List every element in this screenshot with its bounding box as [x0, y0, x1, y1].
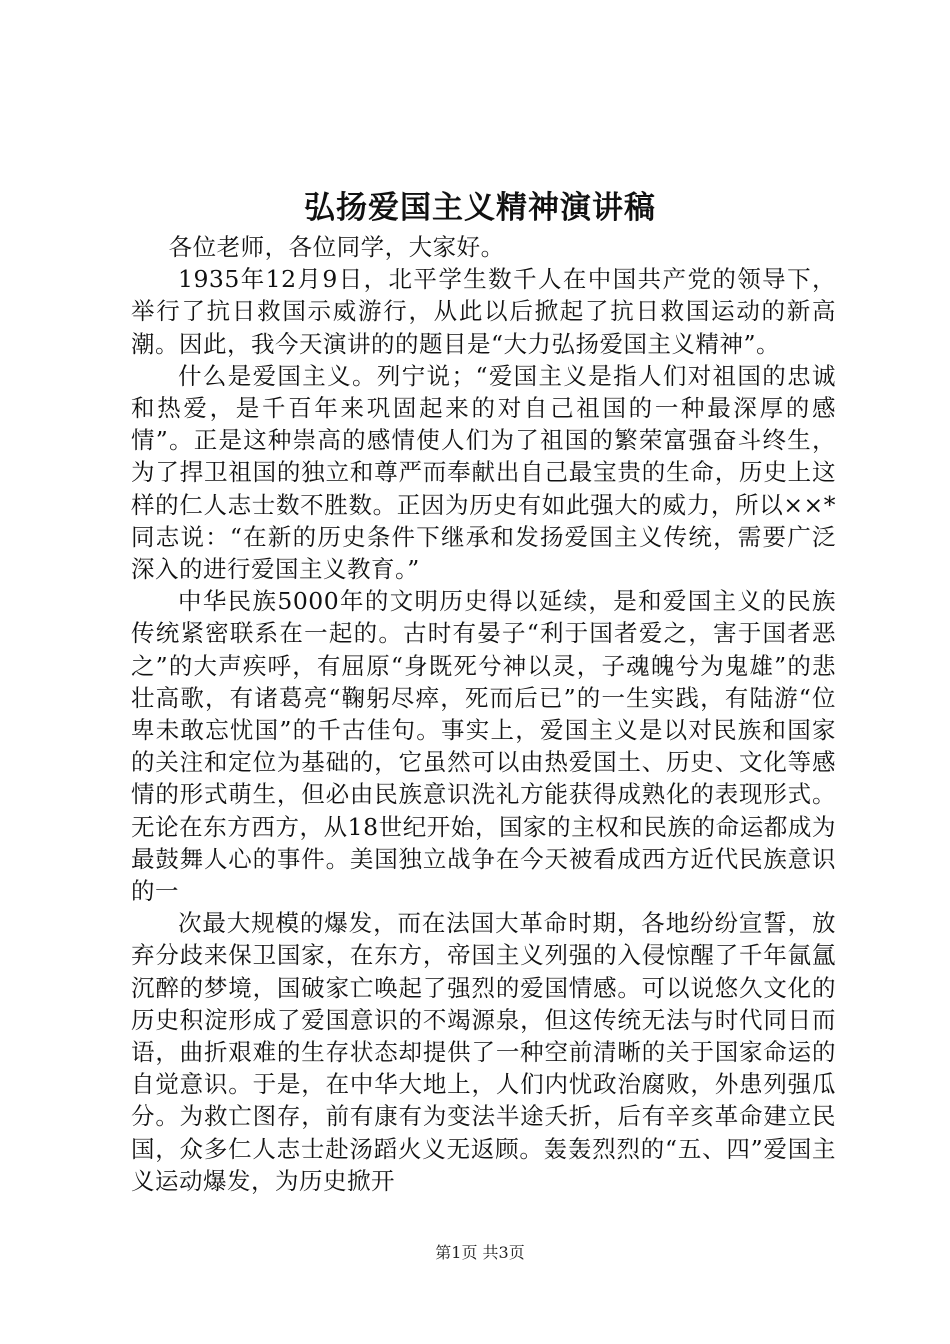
- page-number-footer: 第1页 共3页: [435, 1243, 525, 1262]
- body-paragraph: 1935年12月9日，北平学生数千人在中国共产党的领导下，举行了抗日救国示威游行，从此以后掀起了抗日救国运动的新高潮。因此，我今天演讲的的题目是“大力弘扬爱国主义精神”。: [131, 265, 836, 358]
- body-paragraph: 中华民族5000年的文明历史得以延续，是和爱国主义的民族传统紧密联系在一起的。古时有晏子“利于国者爱之，害于国者恶之”的大声疾呼，有屈原“身既死兮神以灵，子魂魄兮为鬼雄”的悲壮高歌，有诸葛亮“鞠躬尽瘁，死而后已”的一生实践，有陆游“位卑未敢忘忧国”的千古佳句。事实上，爱国主义是以对民族和国家的关注和定位为基础的，它虽然可以由热爱国土、历史、文化等感情的形式萌生，但必由民族意识洗礼方能获得成熟化的表现形式。无论在东方西方，从18世纪开始，国家的主权和民族的命运都成为最鼓舞人心的事件。美国独立战争在今天被看成西方近代民族意识的一: [131, 587, 836, 906]
- document-title: 弘扬爱国主义精神演讲稿: [304, 190, 656, 226]
- body-paragraph: 次最大规模的爆发，而在法国大革命时期，各地纷纷宣誓，放弃分歧来保卫国家，在东方，帝国主义列强的入侵惊醒了千年氤氲沉醉的梦境，国破家亡唤起了强烈的爱国情感。可以说悠久文化的历史积淀形成了爱国意识的不竭源泉，但这传统无法与时代同日而语，曲折艰难的生存状态却提供了一种空前清晰的关于国家命运的自觉意识。于是，在中华大地上，人们内忧政治腐败，外患列强瓜分。为救亡图存，前有康有为变法半途夭折，后有辛亥革命建立民国，众多仁人志士赴汤蹈火义无返顾。轰轰烈烈的“五、四”爱国主义运动爆发，为历史掀开: [131, 909, 836, 1195]
- greeting-paragraph: 各位老师，各位同学，大家好。: [168, 233, 505, 261]
- document-body: [131, 231, 836, 1197]
- body-paragraph: 什么是爱国主义。列宁说；“爱国主义是指人们对祖国的忠诚和热爱，是千百年来巩固起来的对自己祖国的一种最深厚的感情”。正是这种崇高的感情使人们为了祖国的繁荣富强奋斗终生，为了捍卫祖国的独立和尊严而奉献出自己最宝贵的生命，历史上这样的仁人志士数不胜数。正因为历史有如此强大的威力，所以××*同志说：“在新的历史条件下继承和发扬爱国主义传统，需要广泛深入的进行爱国主义教育。”: [131, 361, 836, 584]
